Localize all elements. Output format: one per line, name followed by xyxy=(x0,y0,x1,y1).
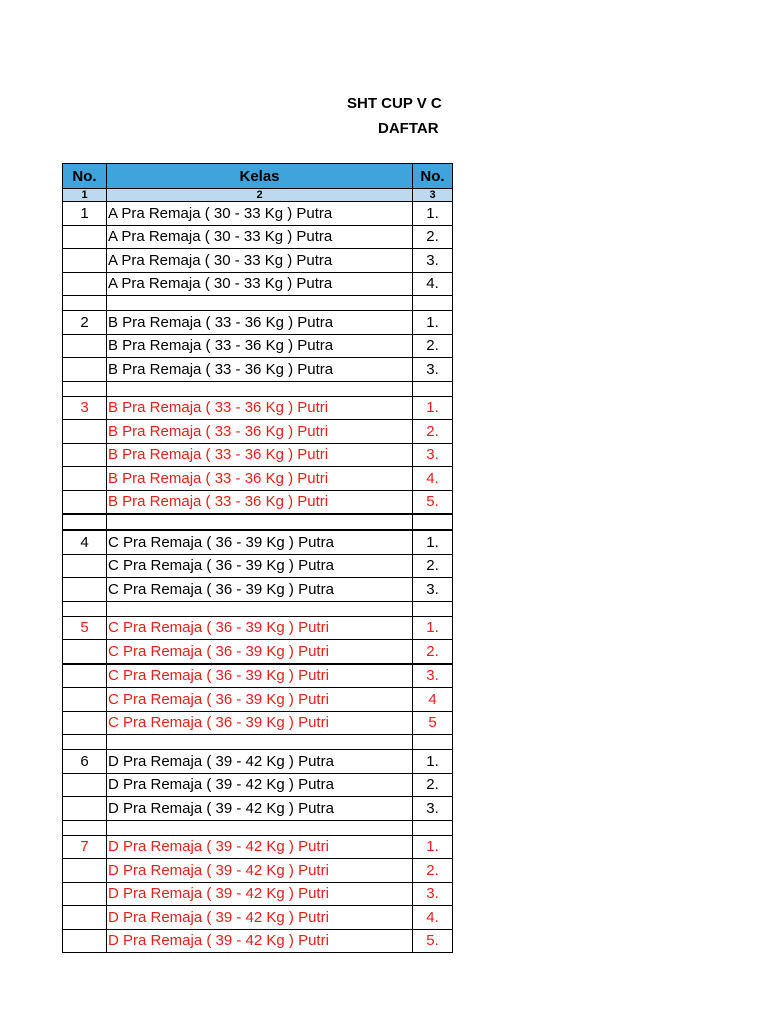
empty-cell xyxy=(413,820,453,835)
empty-cell xyxy=(413,296,453,311)
entry-number-cell: 3. xyxy=(413,664,453,688)
row-number-cell: 3 xyxy=(63,396,107,420)
blank-row xyxy=(63,296,453,311)
row-number-cell xyxy=(63,420,107,444)
blank-row xyxy=(63,735,453,750)
row-number-cell xyxy=(63,272,107,296)
table-row xyxy=(63,358,453,382)
class-cell: D Pra Remaja ( 39 - 42 Kg ) Putri xyxy=(107,835,413,859)
row-number-cell xyxy=(63,467,107,491)
class-cell: D Pra Remaja ( 39 - 42 Kg ) Putri xyxy=(107,906,413,930)
class-cell: B Pra Remaja ( 33 - 36 Kg ) Putri xyxy=(107,420,413,444)
entry-number-cell: 3. xyxy=(413,249,453,273)
row-number-cell xyxy=(63,334,107,358)
class-cell: C Pra Remaja ( 36 - 39 Kg ) Putri xyxy=(107,616,413,640)
empty-cell xyxy=(107,514,413,530)
row-number-cell xyxy=(63,554,107,578)
table-row xyxy=(63,420,453,444)
row-number-cell xyxy=(63,640,107,664)
row-number-cell xyxy=(63,358,107,382)
table-row xyxy=(63,490,453,514)
class-cell: B Pra Remaja ( 33 - 36 Kg ) Putri xyxy=(107,490,413,514)
row-number-cell xyxy=(63,225,107,249)
entry-number-cell: 5. xyxy=(413,929,453,953)
table-row xyxy=(63,578,453,602)
participant-table xyxy=(62,163,453,953)
entry-number-cell: 3. xyxy=(413,882,453,906)
column-index-2: 2 xyxy=(107,189,413,202)
row-number-cell xyxy=(63,773,107,797)
table-row xyxy=(63,554,453,578)
entry-number-cell: 4. xyxy=(413,467,453,491)
class-cell: A Pra Remaja ( 30 - 33 Kg ) Putra xyxy=(107,202,413,226)
table-row xyxy=(63,530,453,554)
table-row xyxy=(63,396,453,420)
page-title: SHT CUP V C xyxy=(347,95,442,112)
empty-cell xyxy=(413,735,453,750)
class-cell: C Pra Remaja ( 36 - 39 Kg ) Putra xyxy=(107,554,413,578)
class-cell: B Pra Remaja ( 33 - 36 Kg ) Putra xyxy=(107,311,413,335)
class-cell: B Pra Remaja ( 33 - 36 Kg ) Putri xyxy=(107,467,413,491)
row-number-cell xyxy=(63,882,107,906)
empty-cell xyxy=(63,735,107,750)
class-cell: D Pra Remaja ( 39 - 42 Kg ) Putra xyxy=(107,750,413,774)
column-index-row xyxy=(63,189,453,202)
table-row xyxy=(63,906,453,930)
class-cell: C Pra Remaja ( 36 - 39 Kg ) Putra xyxy=(107,578,413,602)
row-number-cell xyxy=(63,664,107,688)
empty-cell xyxy=(63,296,107,311)
column-index-3: 3 xyxy=(413,189,453,202)
blank-row xyxy=(63,820,453,835)
entry-number-cell: 5 xyxy=(413,711,453,735)
empty-cell xyxy=(413,381,453,396)
class-cell: C Pra Remaja ( 36 - 39 Kg ) Putra xyxy=(107,530,413,554)
table-row xyxy=(63,311,453,335)
entry-number-cell: 2. xyxy=(413,640,453,664)
class-cell: C Pra Remaja ( 36 - 39 Kg ) Putri xyxy=(107,664,413,688)
entry-number-cell: 3. xyxy=(413,797,453,821)
class-cell: B Pra Remaja ( 33 - 36 Kg ) Putra xyxy=(107,334,413,358)
table-row xyxy=(63,443,453,467)
header-row xyxy=(63,164,453,189)
row-number-cell: 7 xyxy=(63,835,107,859)
table-row xyxy=(63,882,453,906)
entry-number-cell: 2. xyxy=(413,773,453,797)
empty-cell xyxy=(107,735,413,750)
page-subtitle: DAFTAR xyxy=(378,120,439,137)
entry-number-cell: 1. xyxy=(413,530,453,554)
empty-cell xyxy=(63,820,107,835)
entry-number-cell: 4. xyxy=(413,906,453,930)
table-row xyxy=(63,750,453,774)
table-row xyxy=(63,467,453,491)
empty-cell xyxy=(63,381,107,396)
row-number-cell: 4 xyxy=(63,530,107,554)
header-no2: No. xyxy=(413,164,453,189)
entry-number-cell: 1. xyxy=(413,750,453,774)
class-cell: D Pra Remaja ( 39 - 42 Kg ) Putra xyxy=(107,773,413,797)
class-cell: D Pra Remaja ( 39 - 42 Kg ) Putri xyxy=(107,929,413,953)
empty-cell xyxy=(63,514,107,530)
empty-cell xyxy=(63,601,107,616)
entry-number-cell: 2. xyxy=(413,859,453,883)
entry-number-cell: 1. xyxy=(413,835,453,859)
entry-number-cell: 5. xyxy=(413,490,453,514)
table-row xyxy=(63,859,453,883)
blank-row xyxy=(63,514,453,530)
table-row xyxy=(63,664,453,688)
class-cell: B Pra Remaja ( 33 - 36 Kg ) Putra xyxy=(107,358,413,382)
entry-number-cell: 2. xyxy=(413,554,453,578)
class-cell: D Pra Remaja ( 39 - 42 Kg ) Putri xyxy=(107,882,413,906)
table-row xyxy=(63,773,453,797)
row-number-cell xyxy=(63,249,107,273)
entry-number-cell: 1. xyxy=(413,616,453,640)
empty-cell xyxy=(413,601,453,616)
class-cell: D Pra Remaja ( 39 - 42 Kg ) Putra xyxy=(107,797,413,821)
entry-number-cell: 4. xyxy=(413,272,453,296)
empty-cell xyxy=(107,381,413,396)
table-row xyxy=(63,202,453,226)
table-row xyxy=(63,272,453,296)
table-body xyxy=(63,164,453,953)
row-number-cell: 1 xyxy=(63,202,107,226)
entry-number-cell: 1. xyxy=(413,396,453,420)
entry-number-cell: 2. xyxy=(413,420,453,444)
row-number-cell xyxy=(63,929,107,953)
entry-number-cell: 2. xyxy=(413,225,453,249)
table-row xyxy=(63,640,453,664)
table-row xyxy=(63,616,453,640)
row-number-cell xyxy=(63,859,107,883)
entry-number-cell: 1. xyxy=(413,202,453,226)
class-cell: C Pra Remaja ( 36 - 39 Kg ) Putri xyxy=(107,688,413,712)
header-no: No. xyxy=(63,164,107,189)
class-cell: B Pra Remaja ( 33 - 36 Kg ) Putri xyxy=(107,396,413,420)
column-index-1: 1 xyxy=(63,189,107,202)
blank-row xyxy=(63,381,453,396)
table-row xyxy=(63,797,453,821)
header-kelas: Kelas xyxy=(107,164,413,189)
row-number-cell xyxy=(63,578,107,602)
class-cell: A Pra Remaja ( 30 - 33 Kg ) Putra xyxy=(107,249,413,273)
entry-number-cell: 3. xyxy=(413,358,453,382)
class-cell: D Pra Remaja ( 39 - 42 Kg ) Putri xyxy=(107,859,413,883)
table-row xyxy=(63,334,453,358)
row-number-cell xyxy=(63,688,107,712)
entry-number-cell: 1. xyxy=(413,311,453,335)
entry-number-cell: 4 xyxy=(413,688,453,712)
table-row xyxy=(63,225,453,249)
class-cell: B Pra Remaja ( 33 - 36 Kg ) Putri xyxy=(107,443,413,467)
table-row xyxy=(63,835,453,859)
table-row xyxy=(63,711,453,735)
empty-cell xyxy=(107,820,413,835)
entry-number-cell: 3. xyxy=(413,443,453,467)
class-cell: C Pra Remaja ( 36 - 39 Kg ) Putri xyxy=(107,711,413,735)
row-number-cell: 2 xyxy=(63,311,107,335)
entry-number-cell: 3. xyxy=(413,578,453,602)
row-number-cell xyxy=(63,906,107,930)
row-number-cell: 5 xyxy=(63,616,107,640)
row-number-cell xyxy=(63,797,107,821)
row-number-cell xyxy=(63,490,107,514)
table-row xyxy=(63,249,453,273)
empty-cell xyxy=(413,514,453,530)
class-cell: A Pra Remaja ( 30 - 33 Kg ) Putra xyxy=(107,272,413,296)
table-row xyxy=(63,688,453,712)
table-row xyxy=(63,929,453,953)
blank-row xyxy=(63,601,453,616)
row-number-cell: 6 xyxy=(63,750,107,774)
row-number-cell xyxy=(63,443,107,467)
empty-cell xyxy=(107,601,413,616)
class-cell: C Pra Remaja ( 36 - 39 Kg ) Putri xyxy=(107,640,413,664)
class-cell: A Pra Remaja ( 30 - 33 Kg ) Putra xyxy=(107,225,413,249)
row-number-cell xyxy=(63,711,107,735)
empty-cell xyxy=(107,296,413,311)
entry-number-cell: 2. xyxy=(413,334,453,358)
